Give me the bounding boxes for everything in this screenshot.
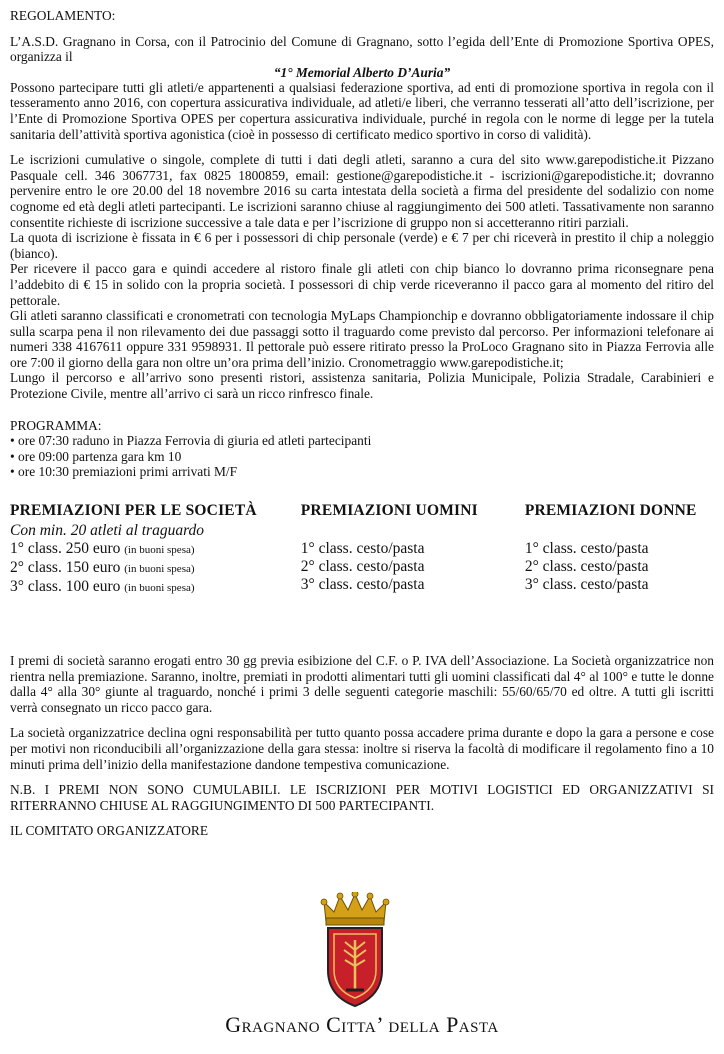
prizes-notes-paragraph: I premi di società saranno erogati entro 30 gg previa esibizione del C.F. o P. IVA dell’Associazione. La Società organizzatrice non rientra nella premiazione. Saranno, inoltre, premiati in prodotti alimentari tutti gli uomini classificati dal 4° al 100° e tutte le donne dalla 4° alla 30° giunte al traguardo, nonché i primi 3 delle seguenti categorie maschili: 55/60/65/70 ed oltre. A tutti gli iscritti verrà consegnato un ricco pacco gara.	[10, 653, 714, 715]
chip-paragraph: Per ricevere il pacco gara e quindi accedere al ristoro finale gli atleti con chip bianco lo dovranno prima riconsegnare pena l’addebito di € 15 in solido con la propria società. I possessori di chip verde riceveranno il pacco gara al momento del ritiro del pettorale.	[10, 261, 714, 308]
prizes-societa-sub: Con min. 20 atleti al traguardo	[10, 522, 205, 540]
list-item: • ore 07:30 raduno in Piazza Ferrovia di giuria ed atleti partecipanti	[10, 433, 714, 449]
timing-paragraph: Gli atleti saranno classificati e cronometrati con tecnologia MyLaps Championchip e dovranno obbligatoriamente indossare il chip sulla scarpa pena il non rilevamento dei due passaggi sotto il traguardo come previsto dal percorso. Per informazioni telefonare ai numeri 338 4167611 oppure 331 9598931. Il pettorale può essere ritirato presso la ProLoco Gragnano sito in Piazza Ferrovia alle ore 7:00 il giorno della gara non oltre un’ora prima dell’inizio. Cronometraggio www.garepodistiche.it;	[10, 308, 714, 370]
intro-paragraph: L’A.S.D. Gragnano in Corsa, con il Patrocinio del Comune di Gragnano, sotto l’egida dell’Ente di Promozione Sportiva OPES, organizza il	[10, 33, 714, 65]
event-title: “1° Memorial Alberto D’Auria”	[273, 64, 451, 80]
registration-paragraph: Le iscrizioni cumulative o singole, complete di tutti i dati degli atleti, saranno a cura del sito www.garepodistiche.it Pizzano Pasquale cell. 346 3067731, fax 0825 1800859, email: gestione@garepodistiche.it - iscrizioni@garepodistiche.it; dovranno pervenire entro le ore 20.00 del 18 novembre 2016 su carta intestata della società a firma del presidente del sodalizio con nome cognome ed età degli atleti partecipanti. Le iscrizioni saranno chiuse al raggiungimento dei 500 atleti. Tassativamente non saranno consentite richieste di iscrizione successive a tale data e per l’iscrizione di gruppo non si accetteranno ritiri parziali.	[10, 152, 714, 230]
list-item: • ore 09:00 partenza gara km 10	[10, 449, 714, 465]
prize-row: 2° class. cesto/pasta	[524, 558, 649, 576]
gragnano-crest-icon	[318, 892, 392, 1010]
prizes-uomini	[301, 502, 525, 597]
prizes-section	[10, 502, 714, 597]
nb-paragraph: N.B. I PREMI NON SONO CUMULABILI. LE ISCRIZIONI PER MOTIVI LOGISTICI ED ORGANIZZATIVI SI RITERRANNO CHIUSE AL RAGGIUNGIMENTO DI 500 PARTECIPANTI.	[10, 782, 714, 813]
services-paragraph: Lungo il percorso e all’arrivo sono presenti ristori, assistenza sanitaria, Polizia Municipale, Polizia Stradale, Carabinieri e Protezione Civile, mentre all’arrivo ci sarà un ricco rinfresco finale.	[10, 370, 714, 402]
prizes-societa-title: PREMIAZIONI PER LE SOCIETÀ	[10, 502, 257, 520]
prizes-uomini-title: PREMIAZIONI UOMINI	[300, 502, 478, 520]
prize-row: 1° class. cesto/pasta	[300, 540, 425, 558]
participation-paragraph: Possono partecipare tutti gli atleti/e appartenenti a qualsiasi federazione sportiva, ad enti di promozione sportiva in regola con il tesseramento anno 2016, con copertura assicurativa individuale, ad atleti/e liberi, che verranno tesserati all’atto dell’iscrizione, per l’Ente di Promozione Sportiva OPES per copertura assicurativa individuale, purché in regola con le norme di legge per la tutela sanitaria dell’attività sportiva agonistica (cioè in possesso di certificato medico sportivo in corso di validità).	[10, 79, 714, 142]
prizes-societa	[10, 502, 301, 597]
liability-paragraph: La società organizzatrice declina ogni responsabilità per tutto quanto possa accadere prima durante e dopo la gara a persone e cose per motivi non riconducibili all’organizzazione della gara stessa: inoltre si riserva la facoltà di modificare il regolamento fino a 10 minuti prima dell’inizio della manifestazione dandone tempestiva comunicazione.	[10, 725, 714, 772]
prize-row: 2° class. cesto/pasta	[300, 558, 425, 576]
prize-row: 2° class. 150 euro (in buoni spesa)	[10, 559, 195, 577]
prize-row: 3° class. cesto/pasta	[300, 576, 425, 594]
list-item: • ore 10:30 premiazioni primi arrivati M/F	[10, 464, 714, 480]
prize-row: 3° class. 100 euro (in buoni spesa)	[10, 578, 195, 596]
programma-heading: PROGRAMMA:	[10, 417, 102, 433]
prizes-donne	[525, 502, 714, 597]
signature: IL COMITATO ORGANIZZATORE	[10, 823, 209, 839]
prize-row: 3° class. cesto/pasta	[524, 576, 649, 594]
prizes-donne-title: PREMIAZIONI DONNE	[524, 502, 697, 520]
fee-paragraph: La quota di iscrizione è fissata in € 6 per i possessori di chip personale (verde) e € 7 per chi riceverà in prestito il chip a noleggio (bianco).	[10, 230, 714, 261]
programma-list	[10, 433, 714, 480]
prize-row: 1° class. cesto/pasta	[524, 540, 649, 558]
prize-row: 1° class. 250 euro (in buoni spesa)	[10, 540, 195, 558]
brand-wordmark: Gragnano Citta’ della Pasta	[225, 1012, 499, 1037]
regolamento-heading: REGOLAMENTO:	[10, 8, 116, 23]
